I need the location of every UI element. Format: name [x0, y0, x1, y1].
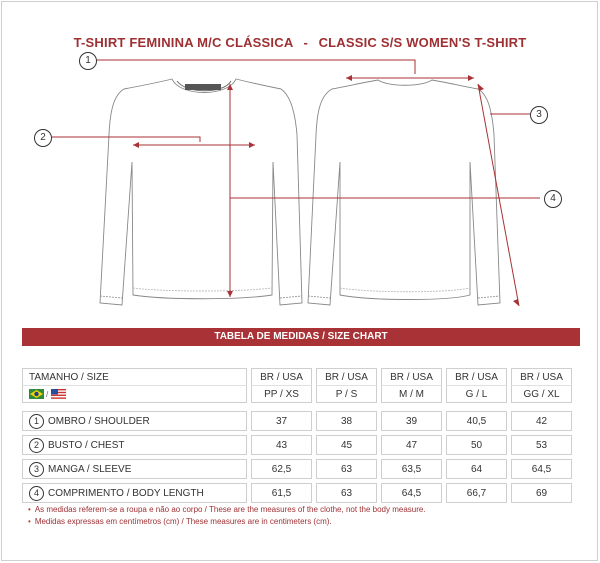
footnotes	[28, 504, 426, 528]
footnote: • As medidas referem-se a roupa e não ao corpo / These are the measures of the clothe, not the body measure.	[28, 505, 426, 514]
row-label: OMBRO / SHOULDER	[48, 415, 150, 427]
measure-value: 40,5	[446, 411, 507, 431]
size-chart-header: TABELA DE MEDIDAS / SIZE CHART	[22, 328, 580, 346]
row-number-badge: 4	[29, 486, 44, 501]
size-name: GG / XL	[511, 385, 572, 403]
size-label: TAMANHO / SIZE	[22, 368, 247, 385]
measure-value: 63	[316, 483, 377, 503]
size-header-row	[22, 368, 572, 385]
row-number-badge: 2	[29, 438, 44, 453]
measure-value: 63,5	[381, 459, 442, 479]
measure-value: 61,5	[251, 483, 312, 503]
measure-value: 47	[381, 435, 442, 455]
region-label: BR / USA	[316, 368, 377, 385]
measure-value: 45	[316, 435, 377, 455]
brazil-usa-flags-icon	[29, 388, 69, 400]
row-number-badge: 1	[29, 414, 44, 429]
measure-row	[22, 435, 572, 455]
title-en: CLASSIC S/S WOMEN'S T-SHIRT	[318, 35, 527, 50]
measure-value: 64,5	[511, 459, 572, 479]
marker-2-badge: 2	[34, 129, 52, 147]
bullet-icon: •	[28, 505, 31, 514]
marker-4-badge: 4	[544, 190, 562, 208]
measure-value: 39	[381, 411, 442, 431]
size-name-row	[22, 385, 572, 403]
bullet-icon: •	[28, 517, 31, 526]
measure-value: 63	[316, 459, 377, 479]
region-label: BR / USA	[381, 368, 442, 385]
row-number-badge: 3	[29, 462, 44, 477]
title-separator: -	[303, 35, 309, 50]
row-label: BUSTO / CHEST	[48, 439, 125, 451]
flags-cell	[22, 385, 247, 403]
svg-text:/: /	[46, 390, 49, 399]
measure-value: 53	[511, 435, 572, 455]
size-name: G / L	[446, 385, 507, 403]
measure-value: 50	[446, 435, 507, 455]
measure-value: 69	[511, 483, 572, 503]
region-label: BR / USA	[251, 368, 312, 385]
footnote: • Medidas expressas em centímetros (cm) / These measures are in centimeters (cm).	[28, 517, 332, 526]
row-label: COMPRIMENTO / BODY LENGTH	[48, 487, 204, 499]
measure-value: 37	[251, 411, 312, 431]
measurement-lines	[52, 60, 540, 306]
marker-3-badge: 3	[530, 106, 548, 124]
back-tshirt-drawing	[308, 80, 500, 305]
marker-1-badge: 1	[79, 52, 97, 70]
region-label: BR / USA	[511, 368, 572, 385]
measure-value: 38	[316, 411, 377, 431]
front-tshirt-drawing	[100, 79, 302, 305]
measure-value: 42	[511, 411, 572, 431]
measure-row	[22, 483, 572, 503]
measure-row	[22, 459, 572, 479]
size-table	[18, 364, 576, 507]
title-pt: T-SHIRT FEMININA M/C CLÁSSICA	[73, 35, 293, 50]
measure-value: 66,7	[446, 483, 507, 503]
measure-value: 43	[251, 435, 312, 455]
size-name: M / M	[381, 385, 442, 403]
size-name: PP / XS	[251, 385, 312, 403]
measure-row	[22, 411, 572, 431]
row-label: MANGA / SLEEVE	[48, 463, 132, 475]
measure-value: 64	[446, 459, 507, 479]
region-label: BR / USA	[446, 368, 507, 385]
measure-value: 64,5	[381, 483, 442, 503]
measure-value: 62,5	[251, 459, 312, 479]
size-name: P / S	[316, 385, 377, 403]
